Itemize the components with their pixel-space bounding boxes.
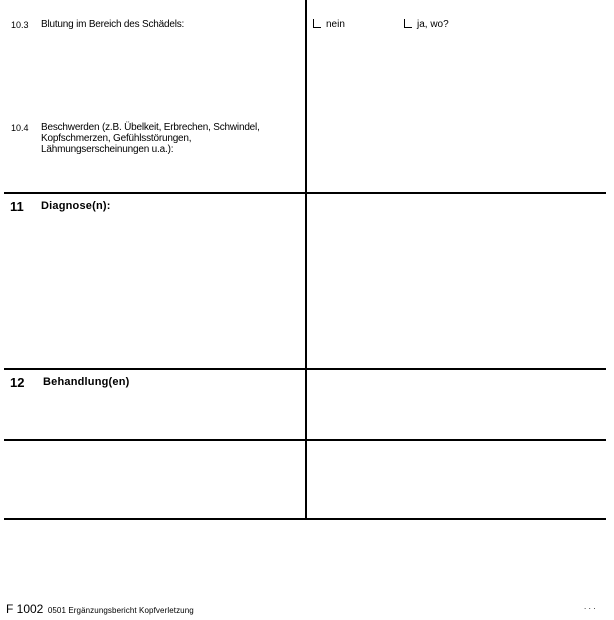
section-10-4-label [41, 122, 260, 155]
column-divider [305, 0, 307, 520]
section-10-3-number: 10.3 [11, 20, 29, 30]
section-10-4-label-line3: Lähmungserscheinungen u.a.): [41, 144, 174, 155]
bleeding-location-field[interactable] [308, 34, 606, 94]
section-10-4-label-line1: Beschwerden (z.B. Übelkeit, Erbrechen, Schwindel, [41, 122, 260, 133]
footer-dots: . . . [584, 602, 596, 611]
section-10-4-number: 10.4 [11, 123, 29, 133]
footer [6, 600, 194, 618]
diagnosis-field[interactable] [308, 195, 606, 367]
divider-blank-row [4, 439, 606, 441]
checkbox-no[interactable] [313, 19, 321, 28]
section-11-number: 11 [10, 199, 24, 214]
divider-section-12 [4, 368, 606, 370]
checkbox-yes[interactable] [404, 19, 412, 28]
section-12-label: Behandlung(en) [43, 376, 130, 388]
checkbox-yes-label: ja, wo? [417, 19, 449, 30]
blank-row-left-field[interactable] [4, 442, 304, 517]
blank-row-right-field[interactable] [308, 442, 606, 517]
section-10-3-label: Blutung im Bereich des Schädels: [41, 19, 185, 30]
section-10-4-label-line2: Kopfschmerzen, Gefühlsstörungen, [41, 133, 192, 144]
form-code: F 1002 [6, 602, 44, 616]
section-12-number: 12 [10, 375, 25, 390]
checkbox-no-label: nein [326, 19, 345, 30]
complaints-field[interactable] [308, 100, 606, 190]
section-11-label: Diagnose(n): [41, 200, 111, 212]
treatment-field[interactable] [308, 371, 606, 438]
form-subtitle: 0501 Ergänzungsbericht Kopfverletzung [47, 606, 194, 615]
divider-bottom [4, 518, 606, 520]
divider-section-11 [4, 192, 606, 194]
